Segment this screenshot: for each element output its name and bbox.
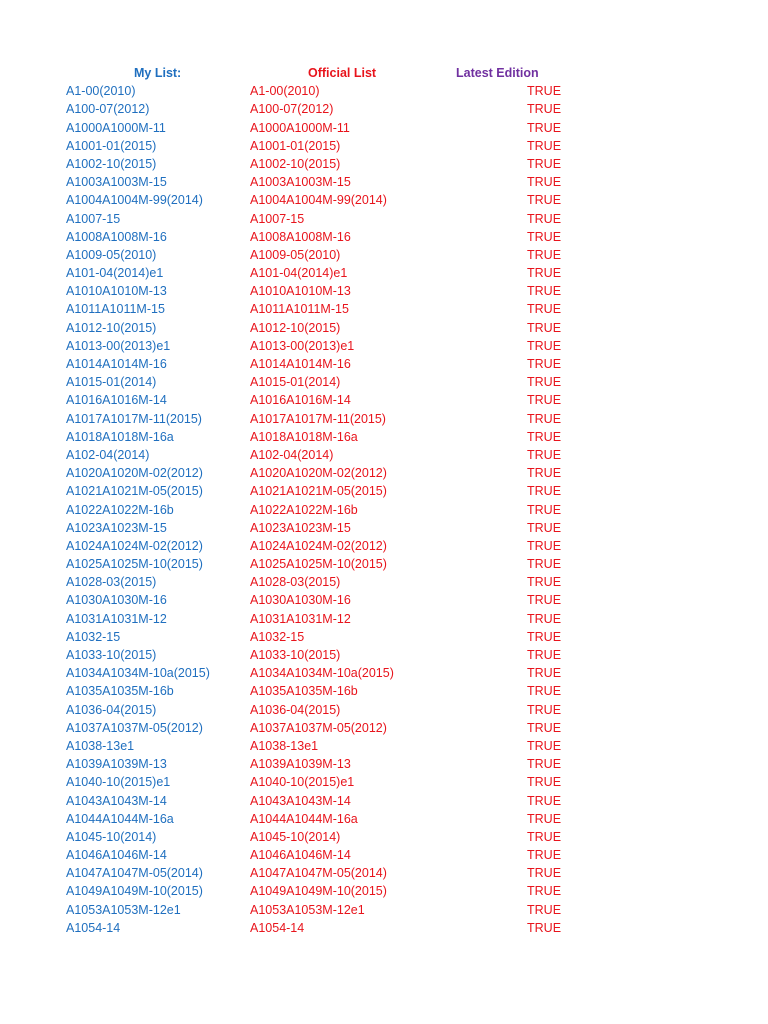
table-row bbox=[0, 519, 768, 537]
official-list-cell: A1008A1008M-16 bbox=[250, 229, 351, 244]
official-list-cell: A1013-00(2013)e1 bbox=[250, 338, 355, 353]
official-list-cell: A1023A1023M-15 bbox=[250, 520, 351, 535]
official-list-cell: A1018A1018M-16a bbox=[250, 429, 358, 444]
my-list-cell: A1018A1018M-16a bbox=[66, 429, 174, 444]
official-list-cell: A1022A1022M-16b bbox=[250, 502, 358, 517]
table-row bbox=[0, 755, 768, 773]
latest-edition-cell: TRUE bbox=[527, 738, 562, 753]
my-list-cell: A1012-10(2015) bbox=[66, 320, 157, 335]
official-list-cell: A1045-10(2014) bbox=[250, 829, 341, 844]
table-row bbox=[0, 682, 768, 700]
official-list-cell: A1030A1030M-16 bbox=[250, 593, 351, 608]
official-list-cell: A1010A1010M-13 bbox=[250, 284, 351, 299]
table-row bbox=[0, 464, 768, 482]
latest-edition-cell: TRUE bbox=[527, 320, 562, 335]
official-list-cell: A1031A1031M-12 bbox=[250, 611, 351, 626]
my-list-cell: A1044A1044M-16a bbox=[66, 811, 174, 826]
latest-edition-cell: TRUE bbox=[527, 447, 562, 462]
latest-edition-cell: TRUE bbox=[527, 757, 562, 772]
latest-edition-cell: TRUE bbox=[527, 156, 562, 171]
official-list-cell: A1002-10(2015) bbox=[250, 156, 341, 171]
official-list-cell: A102-04(2014) bbox=[250, 447, 334, 462]
official-list-cell: A1020A1020M-02(2012) bbox=[250, 466, 387, 481]
table-row bbox=[0, 155, 768, 173]
official-list-cell: A1001-01(2015) bbox=[250, 138, 341, 153]
spreadsheet-page bbox=[0, 64, 768, 937]
my-list-cell: A1017A1017M-11(2015) bbox=[66, 411, 202, 426]
latest-edition-cell: TRUE bbox=[527, 884, 562, 899]
header-official-list: Official List bbox=[308, 66, 377, 80]
latest-edition-cell: TRUE bbox=[527, 84, 562, 99]
my-list-cell: A1003A1003M-15 bbox=[66, 175, 167, 190]
latest-edition-cell: TRUE bbox=[527, 920, 562, 935]
table-row bbox=[0, 701, 768, 719]
table-row bbox=[0, 792, 768, 810]
my-list-cell: A1037A1037M-05(2012) bbox=[66, 720, 203, 735]
my-list-cell: A1049A1049M-10(2015) bbox=[66, 884, 203, 899]
official-list-cell: A1000A1000M-11 bbox=[250, 120, 350, 135]
table-row bbox=[0, 882, 768, 900]
my-list-cell: A1024A1024M-02(2012) bbox=[66, 538, 203, 553]
latest-edition-cell: TRUE bbox=[527, 502, 562, 517]
official-list-cell: A1014A1014M-16 bbox=[250, 357, 351, 371]
table-row bbox=[0, 501, 768, 519]
latest-edition-cell: TRUE bbox=[527, 375, 562, 390]
my-list-cell: A1004A1004M-99(2014) bbox=[66, 193, 203, 208]
header-my-list: My List: bbox=[134, 66, 182, 80]
latest-edition-cell: TRUE bbox=[527, 557, 562, 572]
latest-edition-cell: TRUE bbox=[527, 520, 562, 535]
table-row bbox=[0, 391, 768, 409]
latest-edition-cell: TRUE bbox=[527, 466, 562, 481]
my-list-cell: A1054-14 bbox=[66, 920, 121, 935]
latest-edition-cell: TRUE bbox=[527, 193, 562, 208]
table-row bbox=[0, 591, 768, 609]
my-list-cell: A1039A1039M-13 bbox=[66, 757, 167, 772]
latest-edition-cell: TRUE bbox=[527, 338, 562, 353]
official-list-cell: A1011A1011M-15 bbox=[250, 302, 349, 317]
latest-edition-cell: TRUE bbox=[527, 829, 562, 844]
table-row bbox=[0, 664, 768, 682]
table-row bbox=[0, 610, 768, 628]
table-row bbox=[0, 428, 768, 446]
my-list-cell: A1033-10(2015) bbox=[66, 648, 157, 662]
table-row bbox=[0, 628, 768, 646]
table-row bbox=[0, 82, 768, 100]
official-list-cell: A1015-01(2014) bbox=[250, 375, 341, 390]
my-list-cell: A1034A1034M-10a(2015) bbox=[66, 666, 210, 681]
my-list-cell: A1035A1035M-16b bbox=[66, 684, 174, 699]
official-list-cell: A1016A1016M-14 bbox=[250, 393, 351, 408]
table-row bbox=[0, 573, 768, 591]
latest-edition-cell: TRUE bbox=[527, 593, 562, 608]
official-list-cell: A1012-10(2015) bbox=[250, 320, 341, 335]
latest-edition-cell: TRUE bbox=[527, 648, 562, 662]
table-row bbox=[0, 919, 768, 937]
table-row bbox=[0, 773, 768, 791]
table-row bbox=[0, 410, 768, 428]
my-list-cell: A1007-15 bbox=[66, 211, 121, 226]
latest-edition-cell: TRUE bbox=[527, 720, 562, 735]
table-row bbox=[0, 191, 768, 209]
my-list-cell: A100-07(2012) bbox=[66, 102, 150, 117]
my-list-cell: A101-04(2014)e1 bbox=[66, 266, 164, 281]
my-list-cell: A1045-10(2014) bbox=[66, 829, 157, 844]
my-list-cell: A1020A1020M-02(2012) bbox=[66, 466, 203, 481]
latest-edition-cell: TRUE bbox=[527, 793, 562, 808]
official-list-cell: A1003A1003M-15 bbox=[250, 175, 351, 190]
my-list-cell: A1011A1011M-15 bbox=[66, 302, 165, 317]
latest-edition-cell: TRUE bbox=[527, 811, 562, 826]
table-row bbox=[0, 810, 768, 828]
my-list-cell: A1021A1021M-05(2015) bbox=[66, 484, 203, 499]
latest-edition-cell: TRUE bbox=[527, 684, 562, 699]
official-list-cell: A1-00(2010) bbox=[250, 84, 320, 99]
my-list-cell: A1040-10(2015)e1 bbox=[66, 775, 171, 790]
table-row bbox=[0, 246, 768, 264]
latest-edition-cell: TRUE bbox=[527, 484, 562, 499]
latest-edition-cell: TRUE bbox=[527, 284, 562, 299]
my-list-cell: A1053A1053M-12e1 bbox=[66, 902, 181, 917]
latest-edition-cell: TRUE bbox=[527, 175, 562, 190]
my-list-cell: A1031A1031M-12 bbox=[66, 611, 167, 626]
my-list-cell: A1013-00(2013)e1 bbox=[66, 338, 171, 353]
latest-edition-cell: TRUE bbox=[527, 902, 562, 917]
table-row bbox=[0, 228, 768, 246]
latest-edition-cell: TRUE bbox=[527, 866, 562, 881]
latest-edition-cell: TRUE bbox=[527, 211, 562, 226]
official-list-cell: A1017A1017M-11(2015) bbox=[250, 411, 386, 426]
official-list-cell: A1028-03(2015) bbox=[250, 575, 341, 590]
table-row bbox=[0, 901, 768, 919]
table-row bbox=[0, 210, 768, 228]
my-list-cell: A1036-04(2015) bbox=[66, 702, 157, 717]
official-list-cell: A101-04(2014)e1 bbox=[250, 266, 348, 281]
my-list-cell: A102-04(2014) bbox=[66, 447, 150, 462]
latest-edition-cell: TRUE bbox=[527, 357, 562, 371]
latest-edition-cell: TRUE bbox=[527, 393, 562, 408]
my-list-cell: A1047A1047M-05(2014) bbox=[66, 866, 203, 881]
official-list-cell: A100-07(2012) bbox=[250, 102, 334, 117]
official-list-cell: A1024A1024M-02(2012) bbox=[250, 538, 387, 553]
my-list-cell: A1032-15 bbox=[66, 629, 121, 644]
data-rows bbox=[0, 82, 768, 937]
my-list-cell: A1000A1000M-11 bbox=[66, 120, 166, 135]
my-list-cell: A1030A1030M-16 bbox=[66, 593, 167, 608]
table-row bbox=[0, 537, 768, 555]
latest-edition-cell: TRUE bbox=[527, 138, 562, 153]
table-row bbox=[0, 646, 768, 664]
my-list-cell: A1043A1043M-14 bbox=[66, 793, 167, 808]
header-latest-edition: Latest Edition bbox=[456, 66, 539, 80]
my-list-cell: A1002-10(2015) bbox=[66, 156, 157, 171]
table-row bbox=[0, 355, 768, 373]
official-list-cell: A1038-13e1 bbox=[250, 738, 319, 753]
latest-edition-cell: TRUE bbox=[527, 229, 562, 244]
my-list-cell: A1-00(2010) bbox=[66, 84, 136, 99]
official-list-cell: A1043A1043M-14 bbox=[250, 793, 351, 808]
latest-edition-cell: TRUE bbox=[527, 302, 562, 317]
latest-edition-cell: TRUE bbox=[527, 575, 562, 590]
table-row bbox=[0, 737, 768, 755]
table-row bbox=[0, 719, 768, 737]
latest-edition-cell: TRUE bbox=[527, 247, 562, 262]
my-list-cell: A1038-13e1 bbox=[66, 738, 135, 753]
my-list-cell: A1001-01(2015) bbox=[66, 138, 157, 153]
official-list-cell: A1033-10(2015) bbox=[250, 648, 341, 662]
latest-edition-cell: TRUE bbox=[527, 702, 562, 717]
latest-edition-cell: TRUE bbox=[527, 538, 562, 553]
latest-edition-cell: TRUE bbox=[527, 775, 562, 790]
my-list-cell: A1009-05(2010) bbox=[66, 247, 157, 262]
table-row bbox=[0, 555, 768, 573]
my-list-cell: A1015-01(2014) bbox=[66, 375, 157, 390]
my-list-cell: A1008A1008M-16 bbox=[66, 229, 167, 244]
table-row bbox=[0, 300, 768, 318]
official-list-cell: A1007-15 bbox=[250, 211, 305, 226]
official-list-cell: A1035A1035M-16b bbox=[250, 684, 358, 699]
table-row bbox=[0, 100, 768, 118]
official-list-cell: A1021A1021M-05(2015) bbox=[250, 484, 387, 499]
table-row bbox=[0, 828, 768, 846]
latest-edition-cell: TRUE bbox=[527, 666, 562, 681]
official-list-cell: A1046A1046M-14 bbox=[250, 848, 351, 863]
my-list-cell: A1016A1016M-14 bbox=[66, 393, 167, 408]
latest-edition-cell: TRUE bbox=[527, 120, 562, 135]
my-list-cell: A1014A1014M-16 bbox=[66, 357, 167, 371]
official-list-cell: A1037A1037M-05(2012) bbox=[250, 720, 387, 735]
my-list-cell: A1010A1010M-13 bbox=[66, 284, 167, 299]
official-list-cell: A1040-10(2015)e1 bbox=[250, 775, 355, 790]
official-list-cell: A1054-14 bbox=[250, 920, 305, 935]
my-list-cell: A1025A1025M-10(2015) bbox=[66, 557, 203, 572]
table-row bbox=[0, 137, 768, 155]
table-row bbox=[0, 319, 768, 337]
table-row bbox=[0, 173, 768, 191]
official-list-cell: A1053A1053M-12e1 bbox=[250, 902, 365, 917]
header-row bbox=[0, 64, 768, 82]
table-row bbox=[0, 864, 768, 882]
official-list-cell: A1025A1025M-10(2015) bbox=[250, 557, 387, 572]
table-row bbox=[0, 373, 768, 391]
my-list-cell: A1023A1023M-15 bbox=[66, 520, 167, 535]
official-list-cell: A1034A1034M-10a(2015) bbox=[250, 666, 394, 681]
latest-edition-cell: TRUE bbox=[527, 102, 562, 117]
latest-edition-cell: TRUE bbox=[527, 429, 562, 444]
official-list-cell: A1032-15 bbox=[250, 629, 305, 644]
latest-edition-cell: TRUE bbox=[527, 629, 562, 644]
table-row bbox=[0, 282, 768, 300]
official-list-cell: A1004A1004M-99(2014) bbox=[250, 193, 387, 208]
table-row bbox=[0, 482, 768, 500]
latest-edition-cell: TRUE bbox=[527, 411, 562, 426]
table-row bbox=[0, 119, 768, 137]
table-row bbox=[0, 337, 768, 355]
official-list-cell: A1047A1047M-05(2014) bbox=[250, 866, 387, 881]
official-list-cell: A1039A1039M-13 bbox=[250, 757, 351, 772]
official-list-cell: A1044A1044M-16a bbox=[250, 811, 358, 826]
latest-edition-cell: TRUE bbox=[527, 848, 562, 863]
my-list-cell: A1022A1022M-16b bbox=[66, 502, 174, 517]
table-row bbox=[0, 446, 768, 464]
table-row bbox=[0, 264, 768, 282]
my-list-cell: A1028-03(2015) bbox=[66, 575, 157, 590]
latest-edition-cell: TRUE bbox=[527, 611, 562, 626]
official-list-cell: A1049A1049M-10(2015) bbox=[250, 884, 387, 899]
table-row bbox=[0, 846, 768, 864]
official-list-cell: A1009-05(2010) bbox=[250, 247, 341, 262]
latest-edition-cell: TRUE bbox=[527, 266, 562, 281]
official-list-cell: A1036-04(2015) bbox=[250, 702, 341, 717]
my-list-cell: A1046A1046M-14 bbox=[66, 848, 167, 863]
